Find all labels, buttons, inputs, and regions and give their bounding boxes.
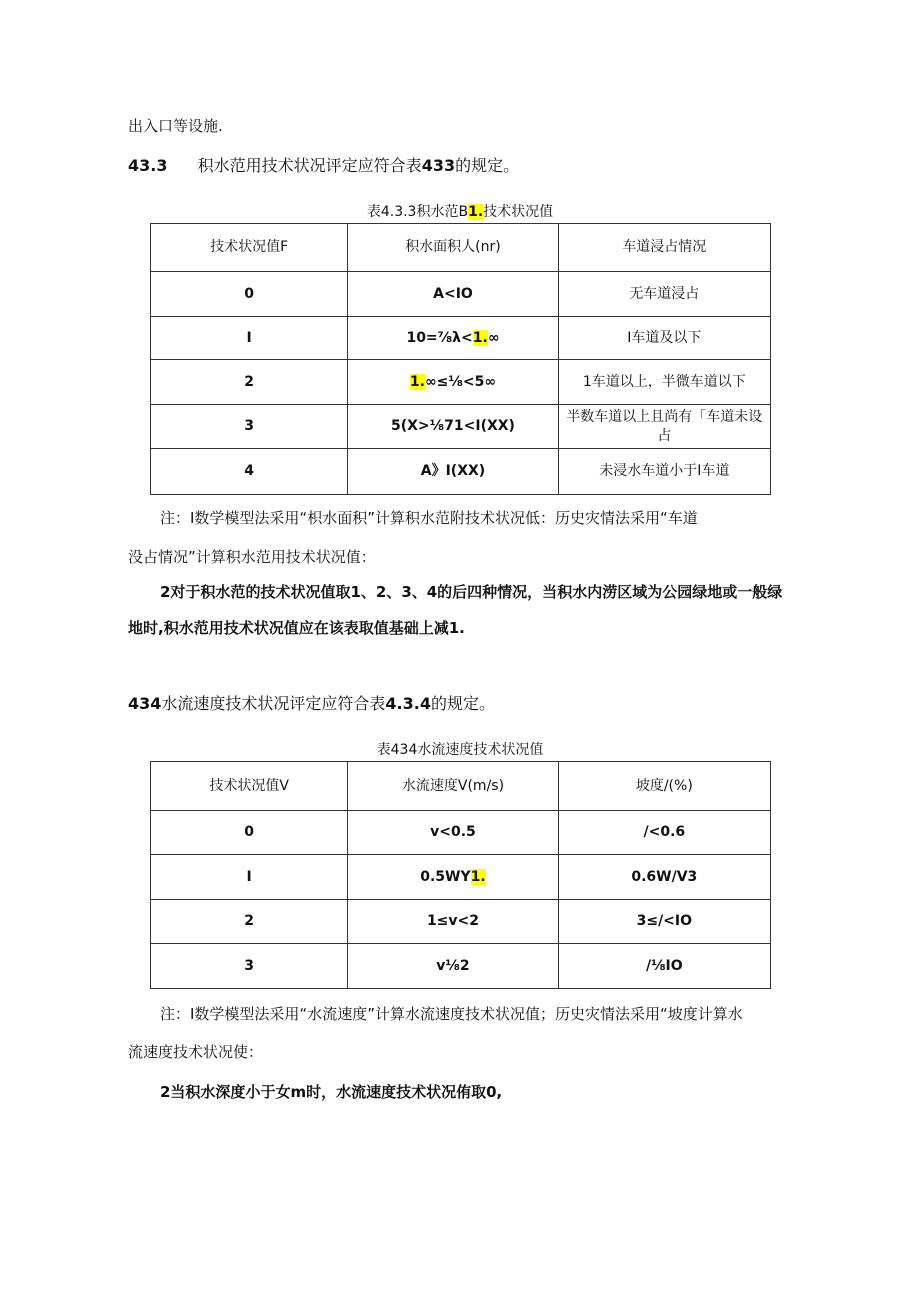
table2-header-row — [151, 762, 771, 811]
table1-cell: 3 — [151, 405, 348, 449]
intro-line: 出入口等设施. — [128, 117, 223, 135]
table1-header-cell: 车道浸占情况 — [558, 224, 770, 272]
note1-line2: 没占情况”计算积水范用技术状况值： — [128, 548, 376, 566]
table2-cell: 3 — [151, 944, 348, 989]
section-433-text: 积水范用技术状况评定应符合表 — [197, 156, 422, 175]
cell-text: 0.5WY — [420, 868, 471, 885]
rule2a-line2: 地时,积水范用技术状况值应在该表取值基础上减1. — [128, 619, 465, 637]
table2-cell: /<0.6 — [558, 811, 770, 855]
rule2a-line1: 2对于积水范的技术状况值取1、2、3、4的后四种情况，当积水内涝区域为公园绿地或一般绿 — [160, 583, 783, 601]
table-row — [151, 900, 771, 944]
table2-cell: 0.6W/V3 — [558, 855, 770, 900]
table1-cell: I车道及以下 — [558, 317, 770, 360]
table2-cell: 2 — [151, 900, 348, 944]
table1-cell: 0 — [151, 272, 348, 317]
cell-text: ∞≤⅛<5∞ — [424, 373, 497, 390]
section-433-ref: 433 — [421, 156, 456, 175]
table2-header-cell: 技术状况值V — [151, 762, 348, 811]
cell-highlight: 1. — [409, 373, 425, 390]
section-434-number: 434 — [128, 694, 162, 713]
section-434-ref: 4.3.4 — [385, 694, 431, 713]
table1-caption-post: 技术状况值 — [483, 204, 554, 220]
table1-caption — [150, 202, 770, 222]
table1-cell: 4 — [151, 449, 348, 495]
rule2b-line: 2当积水深度小于女m时，水流速度技术状况侑取0, — [160, 1083, 503, 1101]
note1-line1: 注：I数学模型法采用“枳水面积”计算积水范附技术状况低：历史灾情法采用“车道 — [160, 509, 698, 527]
note2-line1: 注：I数学模型法采用“水流速度”计算水流速度技术状况值；历史灾情法采用“坡度计算水 — [160, 1005, 743, 1023]
note2-line2: 流速度技术状况使： — [128, 1043, 264, 1061]
section-433-heading — [128, 156, 519, 176]
cell-highlight: 1. — [470, 868, 486, 885]
table2-cell: I — [151, 855, 348, 900]
section-433-number: 43.3 — [128, 156, 168, 175]
section-434-tail: 的规定。 — [430, 694, 495, 713]
table2-cell: v<0.5 — [348, 811, 558, 855]
table-row — [151, 317, 771, 360]
table2-caption: 表434水流速度技术状况值 — [376, 742, 544, 758]
cell-text: ∞ — [487, 329, 500, 346]
table-row — [151, 449, 771, 495]
table2-header-cell: 水流速度V(m/s) — [348, 762, 558, 811]
table2-cell: 1≤v<2 — [348, 900, 558, 944]
table2 — [150, 761, 771, 989]
table2-cell: /⅛IO — [558, 944, 770, 989]
table2-cell: 3≤/<IO — [558, 900, 770, 944]
table1-cell: 5(X>⅛71<I(XX) — [348, 405, 558, 449]
table1-cell: A<IO — [348, 272, 558, 317]
table1-cell — [348, 360, 558, 405]
table2-cell: 0 — [151, 811, 348, 855]
table1-cell: 无车道浸占 — [558, 272, 770, 317]
table2-header-cell: 坡度/(%) — [558, 762, 770, 811]
table2-cell: v⅛2 — [348, 944, 558, 989]
table1-cell: I — [151, 317, 348, 360]
table1-cell — [348, 317, 558, 360]
table1-header-cell: 技术状况值F — [151, 224, 348, 272]
table1-caption-pre: 表4.3.3积水范B — [366, 204, 469, 220]
table-row — [151, 405, 771, 449]
table1-cell: A》I(XX) — [348, 449, 558, 495]
table1-cell: 2 — [151, 360, 348, 405]
table-row — [151, 811, 771, 855]
table1-cell: 未浸水车道小于I车道 — [558, 449, 770, 495]
table-row — [151, 855, 771, 900]
table-row — [151, 944, 771, 989]
section-433-tail: 的规定。 — [455, 156, 520, 175]
section-434-heading — [128, 694, 495, 714]
table1-caption-highlight: 1. — [468, 204, 484, 220]
cell-text: 10=⅞λ< — [406, 329, 473, 346]
cell-highlight: 1. — [472, 329, 488, 346]
table2-cell — [348, 855, 558, 900]
table-row — [151, 360, 771, 405]
table1 — [150, 223, 771, 495]
table1-header-row — [151, 224, 771, 272]
table1-cell: 半数车道以上且尚有「车道未设占 — [558, 405, 770, 449]
table-row — [151, 272, 771, 317]
table1-header-cell: 积水面积人(nr) — [348, 224, 558, 272]
section-434-text: 水流速度技术状况评定应符合表 — [161, 694, 386, 713]
table1-cell: 1车道以上，半微车道以下 — [558, 360, 770, 405]
